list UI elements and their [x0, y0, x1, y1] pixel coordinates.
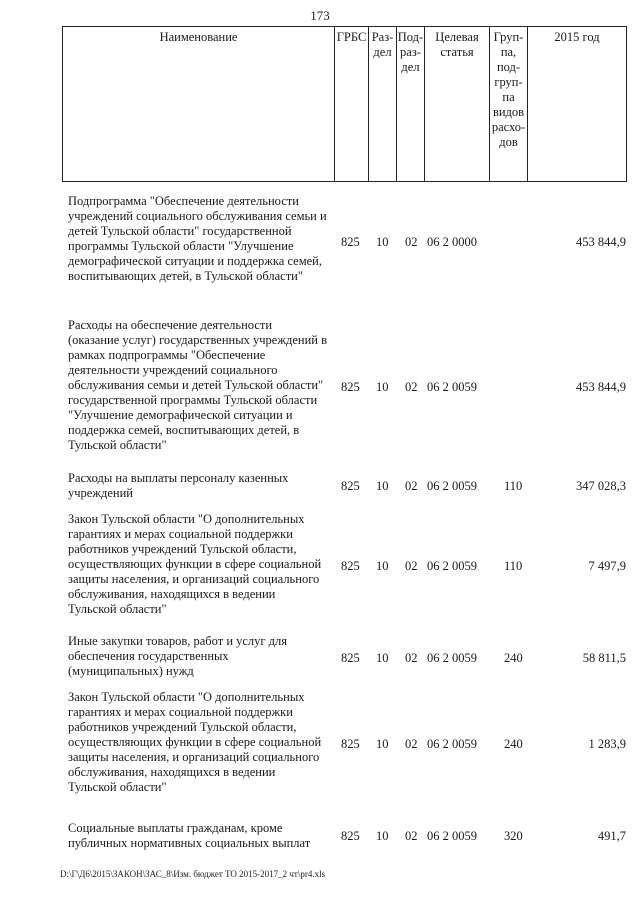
row-name-line: гарантиях и мерах социальной поддержки: [68, 705, 293, 719]
file-path-footer: D:\Г\Д6\2015\ЗАКОН\ЗАС_8\Изм. бюджет ТО 2015-2017_2 чт\pr4.xls: [60, 869, 326, 879]
row-name: [68, 194, 336, 284]
header-podrazdel: [397, 27, 425, 181]
row-amount: 7 497,9: [588, 559, 626, 573]
row-name-line: Подпрограмма "Обеспечение деятельности: [68, 194, 299, 208]
row-name-line: (муниципальных) нужд: [68, 664, 194, 678]
header-group-line: па,: [500, 45, 517, 59]
header-target-line: Целевая: [435, 30, 479, 44]
header-target: [425, 27, 490, 181]
row-target: 06 2 0000: [427, 235, 477, 249]
row-name-line: "Улучшение демографической ситуации и: [68, 408, 293, 422]
row-grbs: 825: [341, 235, 360, 249]
row-name-line: учреждений социального обслуживания семьи и: [68, 209, 327, 223]
row-razdel: 10: [376, 651, 389, 665]
header-group-line: па: [502, 90, 515, 104]
row-podrazdel: 02: [405, 235, 418, 249]
row-name-line: воспитывающих детей, в Тульской области": [68, 269, 303, 283]
row-razdel: 10: [376, 479, 389, 493]
row-name-line: детей Тульской области" государственной: [68, 224, 292, 238]
row-group: 240: [504, 737, 523, 751]
row-podrazdel: 02: [405, 380, 418, 394]
row-grbs: 825: [341, 737, 360, 751]
row-group: 320: [504, 829, 523, 843]
row-podrazdel: 02: [405, 829, 418, 843]
row-group: 110: [504, 479, 523, 493]
row-target: 06 2 0059: [427, 559, 477, 573]
row-name-line: Тульской области": [68, 780, 167, 794]
row-name-line: Иные закупки товаров, работ и услуг для: [68, 634, 288, 648]
row-name-line: демографической ситуации и поддержка семей,: [68, 254, 322, 268]
header-target-line: статья: [440, 45, 474, 59]
row-name-line: Тульской области": [68, 602, 167, 616]
header-podrazdel-line: дел: [401, 60, 420, 74]
row-name-line: Закон Тульской области "О дополнительных: [68, 512, 305, 526]
header-group-line: дов: [499, 135, 518, 149]
row-name-line: осуществляющих функции в сфере социальной: [68, 557, 322, 571]
header-razdel-line: дел: [373, 45, 392, 59]
row-name-line: Расходы на выплаты персоналу казенных: [68, 471, 289, 485]
header-razdel: [369, 27, 397, 181]
row-name-line: публичных нормативных социальных выплат: [68, 836, 311, 850]
row-grbs: 825: [341, 380, 360, 394]
row-podrazdel: 02: [405, 479, 418, 493]
header-razdel-line: Раз-: [371, 30, 394, 44]
header-group-line: груп-: [494, 75, 523, 89]
header-group-line: видов: [492, 105, 525, 119]
row-group: 240: [504, 651, 523, 665]
row-name-line: обслуживания семьи и детей Тульской области": [68, 378, 324, 392]
row-razdel: 10: [376, 235, 389, 249]
row-name-line: работников учреждений Тульской области,: [68, 720, 297, 734]
row-name-line: Социальные выплаты гражданам, кроме: [68, 821, 283, 835]
row-name-line: деятельности учреждений социального: [68, 363, 278, 377]
row-name-line: защиты населения, и организаций социального: [68, 750, 320, 764]
row-name: [68, 821, 336, 851]
row-target: 06 2 0059: [427, 380, 477, 394]
row-name-line: работников учреждений Тульской области,: [68, 542, 297, 556]
row-grbs: 825: [341, 559, 360, 573]
row-name-line: обслуживания, находящихся в ведении: [68, 587, 276, 601]
row-razdel: 10: [376, 829, 389, 843]
header-podrazdel-line: Под-: [397, 30, 424, 44]
header-group: [490, 27, 528, 181]
header-group-line: расхо-: [491, 120, 526, 134]
row-name-line: обслуживания, находящихся в ведении: [68, 765, 276, 779]
row-amount: 453 844,9: [576, 235, 626, 249]
row-amount: 453 844,9: [576, 380, 626, 394]
header-year-line: 2015 год: [554, 30, 600, 44]
table-header: [62, 26, 627, 182]
row-name-line: обеспечения государственных: [68, 649, 229, 663]
row-name: [68, 690, 336, 795]
row-podrazdel: 02: [405, 559, 418, 573]
row-name-line: Закон Тульской области "О дополнительных: [68, 690, 305, 704]
header-group-line: под-: [496, 60, 521, 74]
row-name-line: осуществляющих функции в сфере социальной: [68, 735, 322, 749]
header-podrazdel-line: раз-: [400, 45, 421, 59]
row-target: 06 2 0059: [427, 479, 477, 493]
row-name-line: программы Тульской области "Улучшение: [68, 239, 294, 253]
row-name-line: поддержка семей, воспитывающих детей, в: [68, 423, 300, 437]
row-name: [68, 318, 336, 453]
header-name-line: Наименование: [159, 30, 238, 44]
row-target: 06 2 0059: [427, 829, 477, 843]
row-name-line: государственной программы Тульской области: [68, 393, 318, 407]
row-name: [68, 471, 336, 501]
row-grbs: 825: [341, 829, 360, 843]
row-grbs: 825: [341, 651, 360, 665]
header-name: [63, 27, 335, 181]
row-group: 110: [504, 559, 523, 573]
header-year: [528, 27, 626, 181]
row-grbs: 825: [341, 479, 360, 493]
row-razdel: 10: [376, 559, 389, 573]
row-amount: 1 283,9: [588, 737, 626, 751]
row-name-line: (оказание услуг) государственных учреждений в: [68, 333, 327, 347]
row-name-line: гарантиях и мерах социальной поддержки: [68, 527, 293, 541]
row-target: 06 2 0059: [427, 651, 477, 665]
row-name-line: учреждений: [68, 486, 133, 500]
page-number: 173: [310, 8, 330, 23]
row-name-line: Расходы на обеспечение деятельности: [68, 318, 273, 332]
row-podrazdel: 02: [405, 737, 418, 751]
row-razdel: 10: [376, 380, 389, 394]
row-name-line: Тульской области": [68, 438, 167, 452]
header-group-line: Груп-: [493, 30, 524, 44]
row-amount: 491,7: [597, 829, 626, 843]
header-grbs-line: ГРБС: [336, 30, 367, 44]
row-name: [68, 634, 336, 679]
row-amount: 347 028,3: [576, 479, 626, 493]
header-grbs: [335, 27, 369, 181]
row-podrazdel: 02: [405, 651, 418, 665]
row-amount: 58 811,5: [582, 651, 626, 665]
row-target: 06 2 0059: [427, 737, 477, 751]
row-razdel: 10: [376, 737, 389, 751]
row-name-line: защиты населения, и организаций социального: [68, 572, 320, 586]
row-name: [68, 512, 336, 617]
row-name-line: рамках подпрограммы "Обеспечение: [68, 348, 266, 362]
